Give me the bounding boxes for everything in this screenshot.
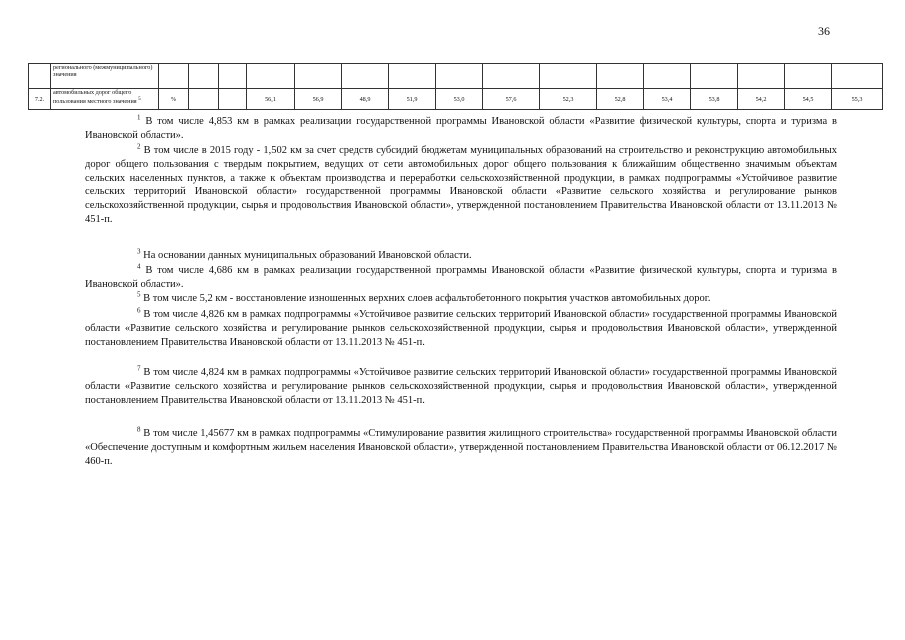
value-cell: 54,5	[785, 89, 832, 110]
table-row	[29, 89, 883, 110]
footnote-6: $^6$ В том числе 4,826 км в рамках подпрограммы «Устойчивое развитие сельских территорий Ивановской области» государственной программы Ивановской области «Развитие сельского хозяйства и регулирование рынков сельскохозяйственной продукции, сырья и продовольствия Ивановской области», утвержденной постановлением Правительства Ивановской области от 13.11.2013 № 451-п.	[85, 306, 838, 348]
footnote-3: $^3$ На основании данных муниципальных образований Ивановской области.	[137, 247, 472, 261]
indicators-table	[28, 63, 883, 110]
footnote-2: $^2$ В том числе в 2015 году - 1,502 км за счет средств субсидий бюджетам муниципальных образований на строительство и реконструкцию автомобильных дорог общего пользования с твердым покрытием, ведущих от сети автомобильных дорог общего пользования к ближайшим общественно значимым объектам сельских населенных пунктов, а также к объектам производства и переработки сельскохозяйственной продукции, в рамках подпрограммы «Устойчивое развитие сельских территорий Ивановской области» государственной программы Ивановской области «Развитие сельского хозяйства и регулирование рынков сельскохозяйственной продукции, сырья и продовольствия Ивановской области», утвержденной постановлением Правительства Ивановской области от 13.11.2013 № 451-п.	[85, 142, 837, 225]
row-number-cell: 7.2.	[29, 89, 51, 110]
indicator-name-cell: автомобильных дорог общего пользования местного значения $^5$	[51, 89, 159, 110]
value-cell: 53,4	[644, 89, 691, 110]
value-cell: 56,1	[247, 89, 295, 110]
value-cell: 55,3	[832, 89, 883, 110]
table-row	[29, 64, 883, 89]
value-cell: 56,9	[295, 89, 342, 110]
footnote-5: $^5$ В том числе 5,2 км - восстановление изношенных верхних слоев асфальтобетонного покрытия участков автомобильных дорог.	[137, 290, 711, 304]
footnote-7: $^7$ В том числе 4,824 км в рамках подпрограммы «Устойчивое развитие сельских территорий Ивановской области» государственной программы Ивановской области «Развитие сельского хозяйства и регулирование рынков сельскохозяйственной продукции, сырья и продовольствия Ивановской области», утвержденной постановлением Правительства Ивановской области от 13.11.2013 № 451-п.	[85, 364, 838, 406]
value-cell: 48,9	[342, 89, 389, 110]
value-cell: 52,3	[540, 89, 597, 110]
value-cell: 54,2	[738, 89, 785, 110]
value-cell: 57,6	[483, 89, 540, 110]
value-cell: 52,8	[597, 89, 644, 110]
footnote-1: $^1$ В том числе 4,853 км в рамках реализации государственной программы Ивановской области «Развитие физической культуры, спорта и туризма в Ивановской области».	[85, 113, 837, 141]
indicator-name-cell: регионального (межмуниципального) значения	[51, 64, 159, 89]
unit-cell: %	[159, 89, 189, 110]
value-cell: 53,0	[436, 89, 483, 110]
footnote-8: $^8$ В том числе 1,45677 км в рамках подпрограммы «Стимулирование развития жилищного строительства» государственной программы Ивановской области «Обеспечение доступным и комфортным жильем населения Ивановской области», утвержденной постановлением Правительства Ивановской области от 06.12.2017 № 460-п.	[85, 425, 838, 467]
value-cell: 53,8	[691, 89, 738, 110]
value-cell: 51,9	[389, 89, 436, 110]
footnote-4: $^4$ В том числе 4,686 км в рамках реализации государственной программы Ивановской области «Развитие физической культуры, спорта и туризма в Ивановской области».	[85, 262, 837, 290]
page-number: 36	[818, 24, 830, 38]
